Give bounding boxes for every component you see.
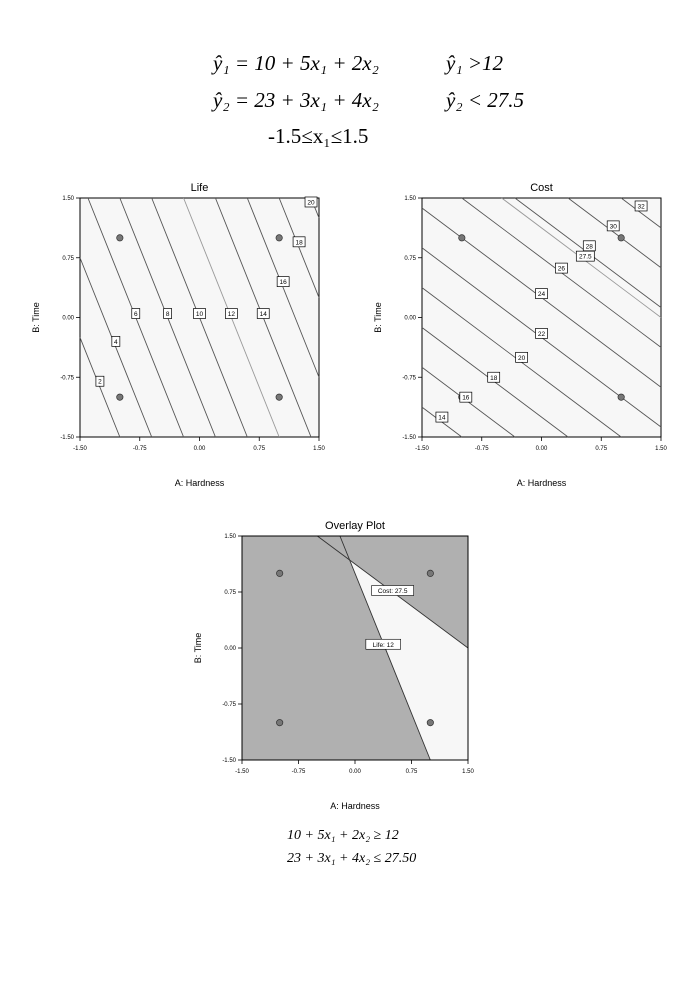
svg-text:Life: 12: Life: 12 [372, 641, 394, 649]
svg-text:2: 2 [98, 378, 102, 386]
contour-label [516, 352, 528, 362]
x-tick-label: -0.75 [132, 446, 147, 452]
contour-label [488, 372, 500, 382]
svg-text:20: 20 [307, 199, 315, 207]
design-point [276, 570, 282, 576]
svg-text:10: 10 [195, 311, 204, 319]
x-tick-label: 0.75 [595, 446, 608, 452]
x-tick-label: 0.75 [253, 446, 266, 452]
equation-x-range: -1.5≤x₁≤1.5 [268, 124, 369, 148]
y-tick-label: -0.75 [60, 375, 74, 382]
contour-label [277, 277, 289, 287]
y-tick-label: -0.75 [402, 375, 416, 382]
overlay-plot-chart [188, 516, 508, 816]
equation-y1-model: ŷ₁ = 10 + 5x₁ + 2x₂ [213, 51, 379, 75]
life-title: Life [190, 182, 209, 194]
cost-y-axis-label: B: Time [373, 302, 383, 333]
design-point [618, 394, 624, 400]
contour-label [305, 197, 317, 207]
svg-text:26: 26 [557, 265, 566, 273]
constraint-label [372, 586, 414, 596]
y-tick-label: 1.50 [62, 196, 74, 202]
svg-text:18: 18 [490, 374, 498, 382]
contour-label [132, 309, 140, 319]
svg-text:22: 22 [537, 330, 546, 338]
y-tick-label: -1.50 [60, 435, 74, 441]
equation-y1-constraint: ŷ₁ >12 [446, 51, 504, 75]
contour-label [583, 241, 595, 251]
bottom-equation-cost: 23 + 3x₁ + 4x₂ ≤ 27.50 [287, 851, 417, 866]
svg-text:16: 16 [279, 279, 287, 287]
design-point [117, 394, 123, 400]
y-tick-label: 0.75 [62, 255, 74, 262]
contour-label [536, 328, 548, 338]
svg-text:27.5: 27.5 [578, 253, 592, 261]
contour-label [555, 263, 567, 273]
contour-label [536, 289, 548, 299]
life-y-axis-label: B: Time [31, 302, 41, 333]
svg-text:6: 6 [133, 311, 138, 319]
y-tick-label: -0.75 [222, 702, 236, 708]
life-x-axis-label: A: Hardness [174, 478, 225, 488]
design-point [276, 719, 282, 725]
design-point [276, 394, 282, 400]
design-point [427, 570, 433, 576]
svg-text:12: 12 [227, 311, 235, 319]
svg-text:16: 16 [462, 394, 470, 402]
x-tick-label: 0.00 [535, 446, 548, 452]
svg-text:28: 28 [585, 243, 593, 251]
contour-label [194, 309, 206, 319]
cost-contour-chart [366, 178, 686, 488]
design-point [427, 719, 433, 725]
life-contour-chart [24, 178, 344, 488]
svg-text:20: 20 [517, 354, 526, 362]
cost-title: Cost [530, 182, 553, 194]
contour-label [607, 221, 619, 231]
x-tick-label: -0.75 [474, 446, 489, 452]
y-tick-label: 0.75 [404, 255, 416, 262]
contour-label [436, 412, 448, 422]
overlay-title: Overlay Plot [325, 520, 385, 532]
contour-label [96, 376, 104, 386]
design-point [276, 235, 282, 241]
constraint-label [366, 639, 401, 649]
contour-label [225, 309, 237, 319]
cost-x-axis-label: A: Hardness [516, 478, 567, 488]
y-tick-label: 0.00 [224, 646, 236, 652]
y-tick-label: -1.50 [402, 435, 416, 441]
x-tick-label: -1.50 [415, 446, 429, 452]
y-tick-label: 0.00 [404, 315, 416, 322]
y-tick-label: -1.50 [222, 758, 236, 764]
x-tick-label: 1.50 [655, 446, 667, 452]
svg-text:14: 14 [438, 414, 446, 422]
contour-label [257, 309, 269, 319]
x-tick-label: -1.50 [73, 446, 87, 452]
bottom-equation-life: 10 + 5x₁ + 2x₂ ≥ 12 [287, 828, 399, 843]
equation-y2-constraint: ŷ₂ < 27.5 [446, 88, 525, 112]
contour-label [576, 251, 594, 261]
design-point [618, 235, 624, 241]
contour-label [635, 201, 647, 211]
contour-label [460, 392, 472, 402]
overlay-x-axis-label: A: Hardness [330, 801, 380, 811]
x-tick-label: 1.50 [313, 446, 325, 452]
svg-text:14: 14 [259, 311, 267, 319]
svg-text:24: 24 [537, 291, 546, 299]
y-tick-label: 0.00 [62, 315, 74, 322]
cost-plot-area [422, 198, 661, 437]
equation-y2-model: ŷ₂ = 23 + 3x₁ + 4x₂ [213, 88, 379, 112]
svg-text:4: 4 [114, 338, 118, 346]
overlay-y-axis-label: B: Time [193, 632, 203, 664]
x-tick-label: -0.75 [291, 769, 306, 775]
contour-label [164, 309, 172, 319]
design-point [117, 235, 123, 241]
svg-text:8: 8 [165, 311, 170, 319]
design-point [459, 235, 465, 241]
svg-text:18: 18 [295, 239, 303, 247]
x-tick-label: 1.50 [462, 769, 474, 775]
contour-label [112, 336, 120, 346]
y-tick-label: 1.50 [404, 196, 416, 202]
x-tick-label: -1.50 [235, 769, 249, 775]
svg-text:Cost: 27.5: Cost: 27.5 [377, 588, 408, 596]
y-tick-label: 1.50 [224, 534, 236, 540]
contour-label [293, 237, 305, 247]
svg-text:32: 32 [637, 203, 645, 211]
x-tick-label: 0.00 [349, 769, 361, 775]
x-tick-label: 0.00 [193, 446, 206, 452]
svg-text:30: 30 [609, 223, 617, 231]
x-tick-label: 0.75 [405, 769, 418, 775]
y-tick-label: 0.75 [224, 590, 236, 596]
